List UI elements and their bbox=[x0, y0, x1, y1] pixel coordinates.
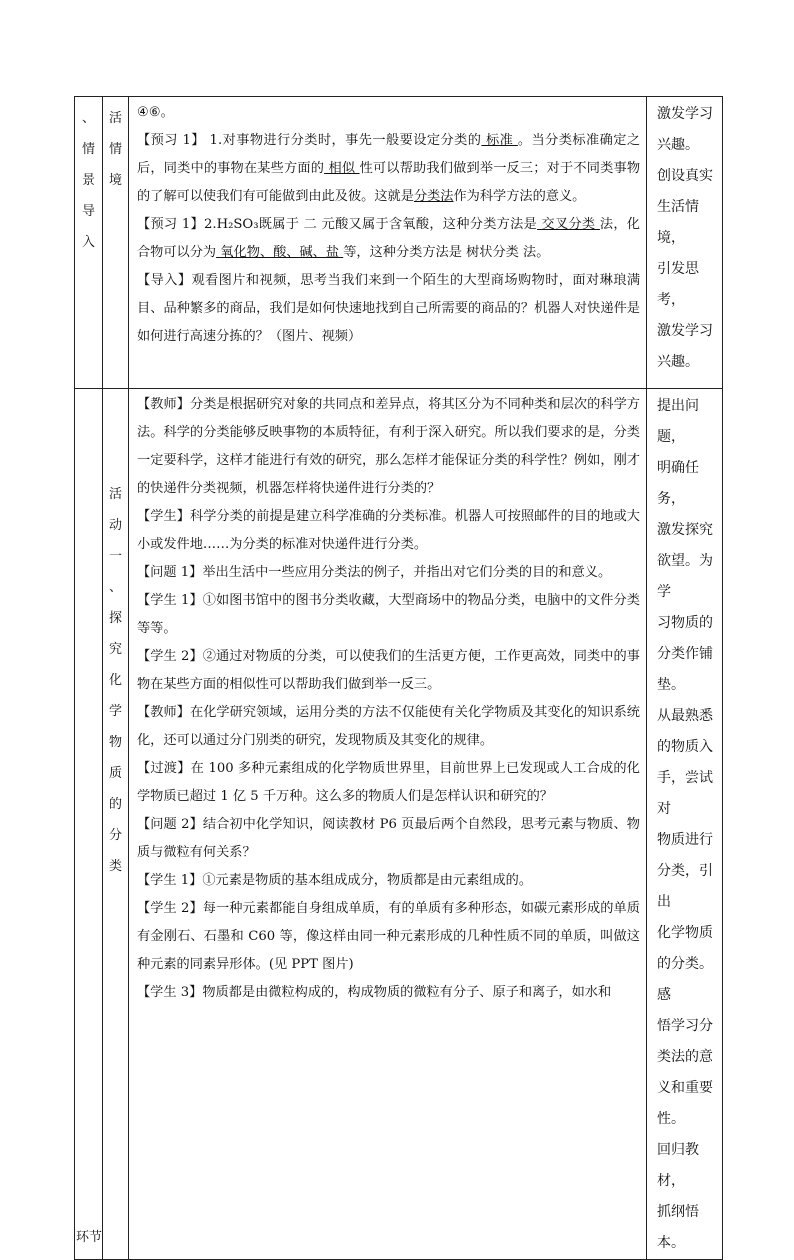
opening-line: ④⑥。 bbox=[137, 105, 174, 120]
intent-note-line: 分类，引出 bbox=[657, 863, 713, 910]
dialogue-paragraph: 【问题 2】结合初中化学知识，阅读教材 P6 页最后两个自然段，思考元素与物质、物质与微粒有何关系？ bbox=[137, 817, 640, 860]
intent-note-line: 明确任务， bbox=[657, 460, 699, 507]
table-row bbox=[75, 97, 723, 389]
intent-note-line: 提出问题， bbox=[657, 398, 699, 445]
dialogue-paragraph: 【教师】分类是根据研究对象的共同点和差异点，将其区分为不同种类和层次的科学方法。科学的分类能够反映事物的本质特征，有利于深入研究。所以我们要求的是，分类一定要科学，这样才能进行有效的研究，那么怎样才能保证分类的科学性？例如，刚才的快递件分类视频，机器怎样将快递件进行分类的？ bbox=[137, 397, 640, 496]
intent-note-line: 激发学习 bbox=[657, 323, 713, 339]
intent-note-line: 回归教材， bbox=[657, 1142, 699, 1189]
table-row bbox=[75, 389, 723, 1260]
activity-column bbox=[103, 97, 129, 389]
stage-label-char: 入 bbox=[81, 235, 95, 250]
activity-label-char: 质 bbox=[108, 766, 122, 781]
stage-label-char: 节 bbox=[89, 1230, 103, 1245]
intent-note-line: 的物质入 bbox=[657, 739, 713, 755]
intent-note-line: 的分类。感 bbox=[657, 956, 713, 1003]
dialogue-paragraph: 【过渡】在 100 多种元素组成的化学物质世界里，目前世界上已发现或人工合成的化学物质已超过 1 亿 5 千万种。这么多的物质人们是怎样认识和研究的？ bbox=[137, 761, 640, 804]
lesson-plan-table bbox=[74, 96, 723, 1260]
stage-label-char: 环 bbox=[75, 1230, 89, 1245]
activity-label-char: 化 bbox=[108, 673, 122, 688]
stage-label-char: 景 bbox=[81, 173, 95, 188]
dialogue-paragraph: 【问题 1】举出生活中一些应用分类法的例子，并指出对它们分类的目的和意义。 bbox=[137, 565, 612, 580]
activity-label-char: 学 bbox=[108, 704, 122, 719]
intent-note-line: 兴趣。 bbox=[657, 354, 699, 370]
intent-note-line: 从最熟悉 bbox=[657, 708, 713, 724]
intent-note-line: 习物质的 bbox=[657, 615, 713, 631]
activity-label-char: 分 bbox=[108, 828, 122, 843]
preview-paragraph-2: 【预习 1】2.H₂SO₃既属于 二 元酸又属于含氧酸，这种分类方法是 交叉分类 法，化合物可以分为 氧化物、酸、碱、盐 等，这种分类方法是 树状分类 法。 bbox=[137, 217, 640, 260]
intent-note-line: 生活情境， bbox=[657, 199, 699, 246]
design-intent-cell bbox=[647, 389, 723, 1260]
intent-note-line: 引发思考， bbox=[657, 261, 699, 308]
activity-label-char: 情 bbox=[108, 142, 122, 157]
dialogue-paragraph: 【教师】在化学研究领域，运用分类的方法不仅能使有关化学物质及其变化的知识系统化，还可以通过分门别类的研究，发现物质及其变化的规律。 bbox=[137, 705, 640, 748]
preview-paragraph-1: 【预习 1】 1.对事物进行分类时，事先一般要设定分类的 标准 。当分类标准确定之后，同类中的事物在某些方面的 相似 性可以帮助我们做到举一反三；对于不同类事物的了解可以使我们有可能做到由此及彼。这就是分类法作为科学方法的意义。 bbox=[137, 133, 641, 204]
intent-note-line: 性。 bbox=[657, 1111, 685, 1127]
activity-label-char: 类 bbox=[108, 859, 122, 874]
intent-note-line: 兴趣。 bbox=[657, 137, 699, 153]
activity-label-char: 一 bbox=[108, 549, 122, 564]
dialogue-paragraph: 【学生】科学分类的前提是建立科学准确的分类标准。机器人可按照邮件的目的地或大小或发件地……为分类的标准对快递件进行分类。 bbox=[137, 509, 640, 552]
design-intent-cell bbox=[647, 97, 723, 389]
stage-label-char: 情 bbox=[81, 142, 95, 157]
activity-label-char: 动 bbox=[108, 518, 122, 533]
activity-label-char: 的 bbox=[108, 797, 122, 812]
intent-note-line: 类法的意 bbox=[657, 1049, 713, 1065]
intent-note-line: 抓纲悟本。 bbox=[657, 1204, 699, 1251]
activity-label-char: 活 bbox=[108, 111, 122, 126]
intent-note-line: 义和重要 bbox=[657, 1080, 713, 1096]
intent-note-line: 手，尝试对 bbox=[657, 770, 713, 817]
stage-column bbox=[75, 389, 103, 1260]
activity-label-char: 、 bbox=[108, 580, 122, 595]
activity-label-char: 探 bbox=[108, 611, 122, 626]
activity-label-char: 活 bbox=[108, 487, 122, 502]
dialogue-paragraph: 【学生 2】每一种元素都能自身组成单质，有的单质有多种形态，如碳元素形成的单质有金刚石、石墨和 C60 等，像这样由同一种元素形成的几种性质不同的单质，叫做这种元素的同素异形体。(见 PPT 图片) bbox=[137, 901, 640, 972]
dialogue-paragraph: 【学生 2】②通过对物质的分类，可以使我们的生活更方便，工作更高效，同类中的事物在某些方面的相似性可以帮助我们做到举一反三。 bbox=[137, 649, 640, 692]
intro-paragraph: 【导入】观看图片和视频，思考当我们来到一个陌生的大型商场购物时，面对琳琅满目、品种繁多的商品，我们是如何快速地找到自己所需要的商品的？机器人对快递件是如何进行高速分拣的？（图片、视频） bbox=[137, 273, 641, 344]
intent-note-line: 垫。 bbox=[657, 677, 685, 693]
content-cell bbox=[129, 97, 647, 389]
intent-note-line: 物质进行 bbox=[657, 832, 713, 848]
intent-note-line: 欲望。为学 bbox=[657, 553, 713, 600]
activity-label-char: 物 bbox=[108, 735, 122, 750]
dialogue-paragraph: 【学生 1】①元素是物质的基本组成成分，物质都是由元素组成的。 bbox=[137, 873, 533, 888]
dialogue-paragraph: 【学生 1】①如图书馆中的图书分类收藏，大型商场中的物品分类，电脑中的文件分类等等。 bbox=[137, 593, 640, 636]
intent-note-line: 激发探究 bbox=[657, 522, 713, 538]
intent-note-line: 悟学习分 bbox=[657, 1018, 713, 1034]
dialogue-paragraph: 【学生 3】物质都是由微粒构成的，构成物质的微粒有分子、原子和离子，如水和 bbox=[137, 985, 612, 1000]
content-cell bbox=[129, 389, 647, 1260]
intent-note-line: 创设真实 bbox=[657, 168, 713, 184]
activity-column bbox=[103, 389, 129, 1260]
intent-note-line: 激发学习 bbox=[657, 106, 713, 122]
activity-label-char: 境 bbox=[108, 173, 122, 188]
intent-note-line: 分类作铺 bbox=[657, 646, 713, 662]
activity-label-char: 究 bbox=[108, 642, 122, 657]
intent-note-line: 化学物质 bbox=[657, 925, 713, 941]
stage-column bbox=[75, 97, 103, 389]
stage-label-char: 、 bbox=[81, 111, 95, 126]
stage-label-char: 导 bbox=[81, 204, 95, 219]
